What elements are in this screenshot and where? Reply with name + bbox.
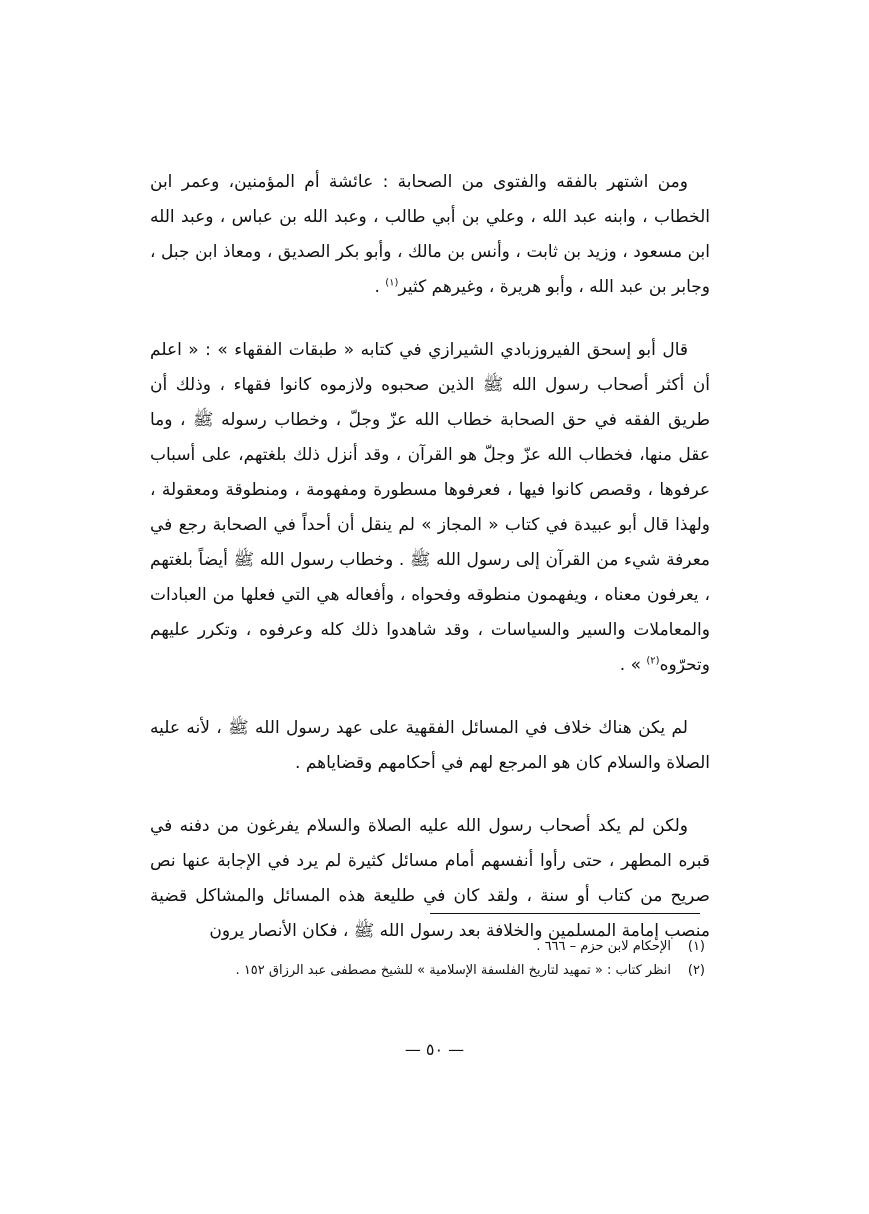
paragraph-4 — [150, 809, 710, 949]
footnotes — [150, 935, 705, 983]
paragraph-1-tail: . — [374, 277, 386, 297]
paragraph-2 — [150, 333, 710, 683]
page-body — [150, 165, 710, 977]
paragraph-1 — [150, 165, 710, 305]
footnote-ref-1: (١) — [385, 277, 399, 289]
paragraph-4-text: ولكن لم يكد أصحاب رسول الله عليه الصلاة والسلام يفرغون من دفنه في قبره المطهر ، حتى رأوا أنفسهم أمام مسائل كثيرة لم يرد في الإجابة عنها نص صريح من كتاب أو سنة ، ولقد كان في طليعة هذه المسائل والمشاكل قضية منصب إمامة المسلمين والخلافة بعد رسول الله ﷺ ، فكان الأنصار يرون — [150, 816, 710, 941]
footnote-2-number: (٢) — [687, 963, 705, 978]
footnote-2 — [150, 959, 705, 983]
footnote-1-number: (١) — [687, 939, 705, 954]
footnote-1 — [150, 935, 705, 959]
paragraph-2-text: قال أبو إسحق الفيروزبادي الشيرازي في كتابه « طبقات الفقهاء » : « اعلم أن أكثر أصحاب رسول الله ﷺ الذين صحبوه ولازموه كانوا فقهاء ، وذلك أن طريق الفقه في حق الصحابة خطاب الله عزّ وجلّ ، وخطاب رسوله ﷺ ، وما عقل منها، فخطاب الله عزّ وجلّ هو القرآن ، وقد أنزل ذلك بلغتهم، على أسباب عرفوها ، وقصص كانوا فيها ، فعرفوها مسطورة ومفهومة ، ومنطوقة ومعقولة ، ولهذا قال أبو عبيدة في كتاب « المجاز » لم ينقل أن أحداً في الصحابة رجع في معرفة شيء من القرآن إلى رسول الله ﷺ . وخطاب رسول الله ﷺ أيضاً بلغتهم ، يعرفون معناه ، ويفهمون منطوقه وفحواه ، وأفعاله هي التي فعلها من العبادات والمعاملات والسير والسياسات ، وقد شاهدوا ذلك كله وعرفوه ، وتكرر عليهم وتحرّوه — [150, 340, 710, 675]
footnote-ref-2: (٢) — [646, 655, 660, 667]
paragraph-3-text: لم يكن هناك خلاف في المسائل الفقهية على عهد رسول الله ﷺ ، لأنه عليه الصلاة والسلام كان هو المرجع لهم في أحكامهم وقضاياهم . — [150, 718, 710, 773]
paragraph-3 — [150, 711, 710, 781]
footnote-1-text: الإحكام لابن حزم – ٦٦٦ . — [536, 939, 671, 954]
page-number: — ٥٠ — — [404, 1040, 465, 1059]
paragraph-1-text: ومن اشتهر بالفقه والفتوى من الصحابة : عائشة أم المؤمنين، وعمر ابن الخطاب ، وابنه عبد الله ، وعلي بن أبي طالب ، وعبد الله بن عباس ، وعبد الله ابن مسعود ، وزيد بن ثابت ، وأنس بن مالك ، وأبو بكر الصديق ، ومعاذ ابن جبل ، وجابر بن عبد الله ، وأبو هريرة ، وغيرهم كثير — [150, 172, 710, 297]
footnote-2-text: انظر كتاب : « تمهيد لتاريخ الفلسفة الإسلامية » للشيخ مصطفى عبد الرزاق ١٥٢ . — [235, 963, 671, 978]
paragraph-2-tail: » . — [619, 655, 647, 675]
footnote-divider — [430, 913, 700, 914]
